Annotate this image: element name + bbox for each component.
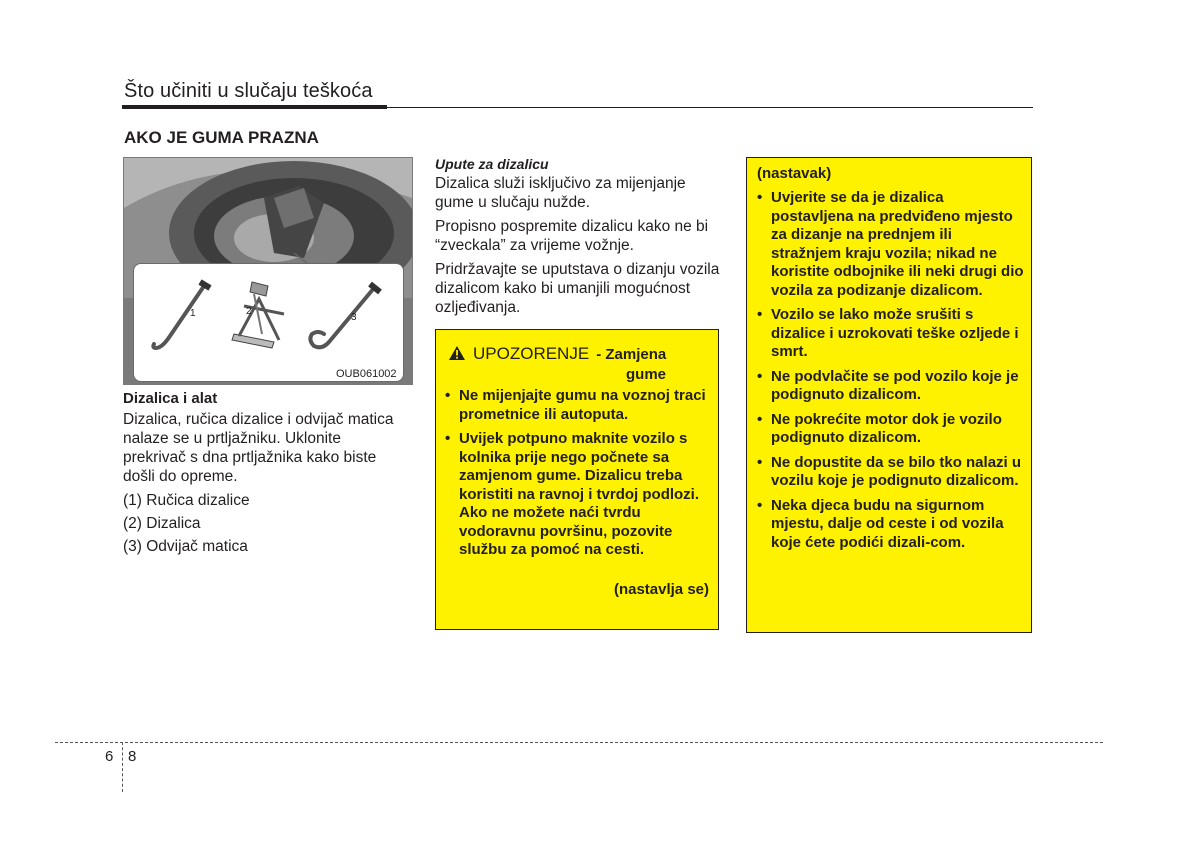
warning-bullet: • Ne mijenjajte gumu na voznoj traci prometnice ili autoputa. bbox=[445, 387, 713, 424]
footer-rule bbox=[55, 742, 1103, 743]
footer-divider bbox=[122, 742, 123, 792]
warning-header bbox=[448, 344, 666, 364]
tool-item: (2) Dizalica bbox=[123, 515, 201, 532]
continuation-box bbox=[746, 157, 1032, 633]
tools-inset bbox=[133, 263, 404, 382]
header-rule-thin bbox=[387, 107, 1033, 108]
tools-subheading: Dizalica i alat bbox=[123, 390, 218, 407]
tool-item: (3) Odvijač matica bbox=[123, 538, 248, 555]
middle-column bbox=[435, 155, 725, 317]
tool-item: (1) Ručica dizalice bbox=[123, 492, 250, 509]
continuation-bullet: • Uvjerite se da je dizalica postavljena na predviđeno mjesto za dizanje na prednjem ili stražnjem kraju vozila; nikad ne koristite odbojnike ili neki drugi dio vozila za podizanje dizalicom. bbox=[757, 189, 1025, 300]
warning-continued: (nastavlja se) bbox=[613, 581, 709, 598]
jack-instructions-subheading: Upute za dizalicu bbox=[435, 156, 549, 172]
warning-box bbox=[435, 329, 719, 630]
section-title: Što učiniti u slučaju teškoća bbox=[124, 80, 373, 102]
left-column bbox=[123, 389, 408, 556]
continuation-bullet: • Ne dopustite da se bilo tko nalazi u vozilu koje je podignuto dizalicom. bbox=[757, 454, 1025, 491]
warning-triangle-icon bbox=[448, 345, 466, 361]
callout-1: 1 bbox=[190, 308, 196, 319]
header-rule-thick bbox=[122, 105, 387, 109]
wrench-shape bbox=[310, 288, 374, 347]
continuation-bullet: • Ne podvlačite se pod vozilo koje je podignuto dizalicom. bbox=[757, 368, 1025, 405]
tools-drawing bbox=[134, 264, 403, 381]
continuation-bullet: • Neka djeca budu na sigurnom mjestu, dalje od ceste i od vozila koje ćete podići dizali-com. bbox=[757, 497, 1025, 553]
warning-title: UPOZORENJE bbox=[473, 344, 590, 363]
figure-code: OUB061002 bbox=[336, 368, 397, 380]
chapter-number: 6 bbox=[105, 748, 114, 765]
jack-paragraph: Propisno pospremite dizalicu kako ne bi “zveckala” za vrijeme vožnje. bbox=[435, 218, 709, 254]
callout-3: 3 bbox=[351, 312, 357, 323]
tools-paragraph: Dizalica, ručica dizalice i odvijač matica nalaze se u prtljažniku. Uklonite prekrivač s dna prtljažnika kako biste došli do opreme. bbox=[123, 411, 394, 485]
warning-subtitle: - Zamjena bbox=[596, 346, 667, 363]
warning-bullets bbox=[445, 387, 713, 566]
continuation-bullet: • Vozilo se lako može srušiti s dizalice i uzrokovati teške ozljede i smrt. bbox=[757, 306, 1025, 362]
jack-paragraph: Dizalica služi isključivo za mijenjanje gume u slučaju nužde. bbox=[435, 175, 686, 211]
jack-paragraph: Pridržavajte se uputstava o dizanju vozila dizalicom kako bi umanjili mogućnost ozljeđivanja. bbox=[435, 261, 720, 316]
warning-subtitle-line2: gume bbox=[626, 366, 667, 383]
continuation-label: (nastavak) bbox=[757, 165, 832, 182]
continuation-bullet: • Ne pokrećite motor dok je vozilo podignuto dizalicom. bbox=[757, 411, 1025, 448]
jack-shape bbox=[232, 282, 284, 348]
callout-2: 2 bbox=[246, 306, 252, 317]
warning-bullet: • Uvijek potpuno maknite vozilo s kolnika prije nego počnete sa zamjenom gume. Dizalicu treba koristiti na ravnoj i tvrdoj podlozi. Ako ne možete naći tvrdu vodoravnu površinu, pozovite službu za pomoć na cesti. bbox=[445, 430, 713, 560]
page-number: 8 bbox=[128, 748, 137, 765]
jack-handle-shape bbox=[153, 286, 204, 348]
continuation-bullets bbox=[757, 189, 1025, 558]
page-heading: AKO JE GUMA PRAZNA bbox=[124, 128, 319, 147]
